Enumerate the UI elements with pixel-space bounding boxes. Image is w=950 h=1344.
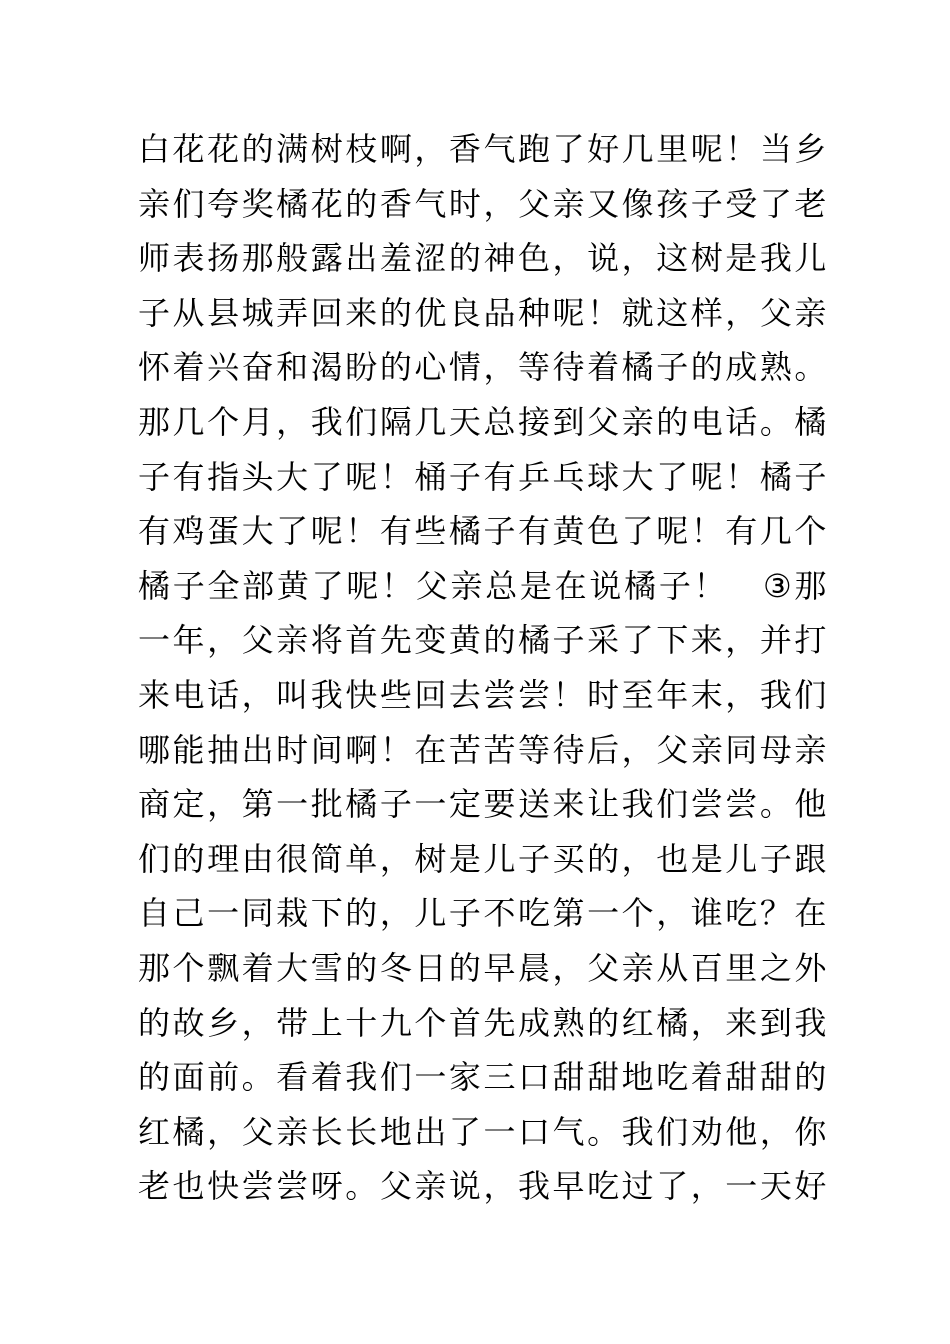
text-line: 白花花的满树枝啊，香气跑了好几里呢！当乡 <box>138 130 828 168</box>
text-line: 那几个月，我们隔几天总接到父亲的电话。橘 <box>138 402 828 441</box>
text-line: 师表扬那般露出羞涩的神色，说，这树是我儿 <box>138 239 828 278</box>
text-line: 怀着兴奋和渴盼的心情，等待着橘子的成熟。 <box>138 348 828 387</box>
text-line: 红橘，父亲长长地出了一口气。我们劝他，你 <box>138 1112 828 1151</box>
text-line: 有鸡蛋大了呢！有些橘子有黄色了呢！有几个 <box>138 512 828 551</box>
body-text <box>138 122 828 1214</box>
text-line: 一年，父亲将首先变黄的橘子采了下来，并打 <box>138 621 828 660</box>
text-line: 那个飘着大雪的冬日的早晨，父亲从百里之外 <box>138 948 828 987</box>
text-line: 来电话，叫我快些回去尝尝！时至年末，我们 <box>138 675 828 714</box>
text-line: 亲们夸奖橘花的香气时，父亲又像孩子受了老 <box>138 184 828 223</box>
text-line: 子从县城弄回来的优良品种呢！就这样，父亲 <box>138 293 828 332</box>
text-line: 自己一同栽下的，儿子不吃第一个，谁吃？在 <box>138 894 828 933</box>
text-line: 橘子全部黄了呢！父亲总是在说橘子！ ③那 <box>138 566 828 605</box>
text-line: 的面前。看着我们一家三口甜甜地吃着甜甜的 <box>138 1058 828 1097</box>
text-line: 老也快尝尝呀。父亲说，我早吃过了，一天好 <box>138 1167 828 1206</box>
text-line: 子有指头大了呢！桶子有乒乓球大了呢！橘子 <box>138 457 828 496</box>
text-line: 们的理由很简单，树是儿子买的，也是儿子跟 <box>138 839 828 878</box>
text-line: 的故乡，带上十九个首先成熟的红橘，来到我 <box>138 1003 828 1042</box>
text-line: 哪能抽出时间啊！在苦苦等待后，父亲同母亲 <box>138 730 828 769</box>
text-line: 商定，第一批橘子一定要送来让我们尝尝。他 <box>138 785 828 824</box>
